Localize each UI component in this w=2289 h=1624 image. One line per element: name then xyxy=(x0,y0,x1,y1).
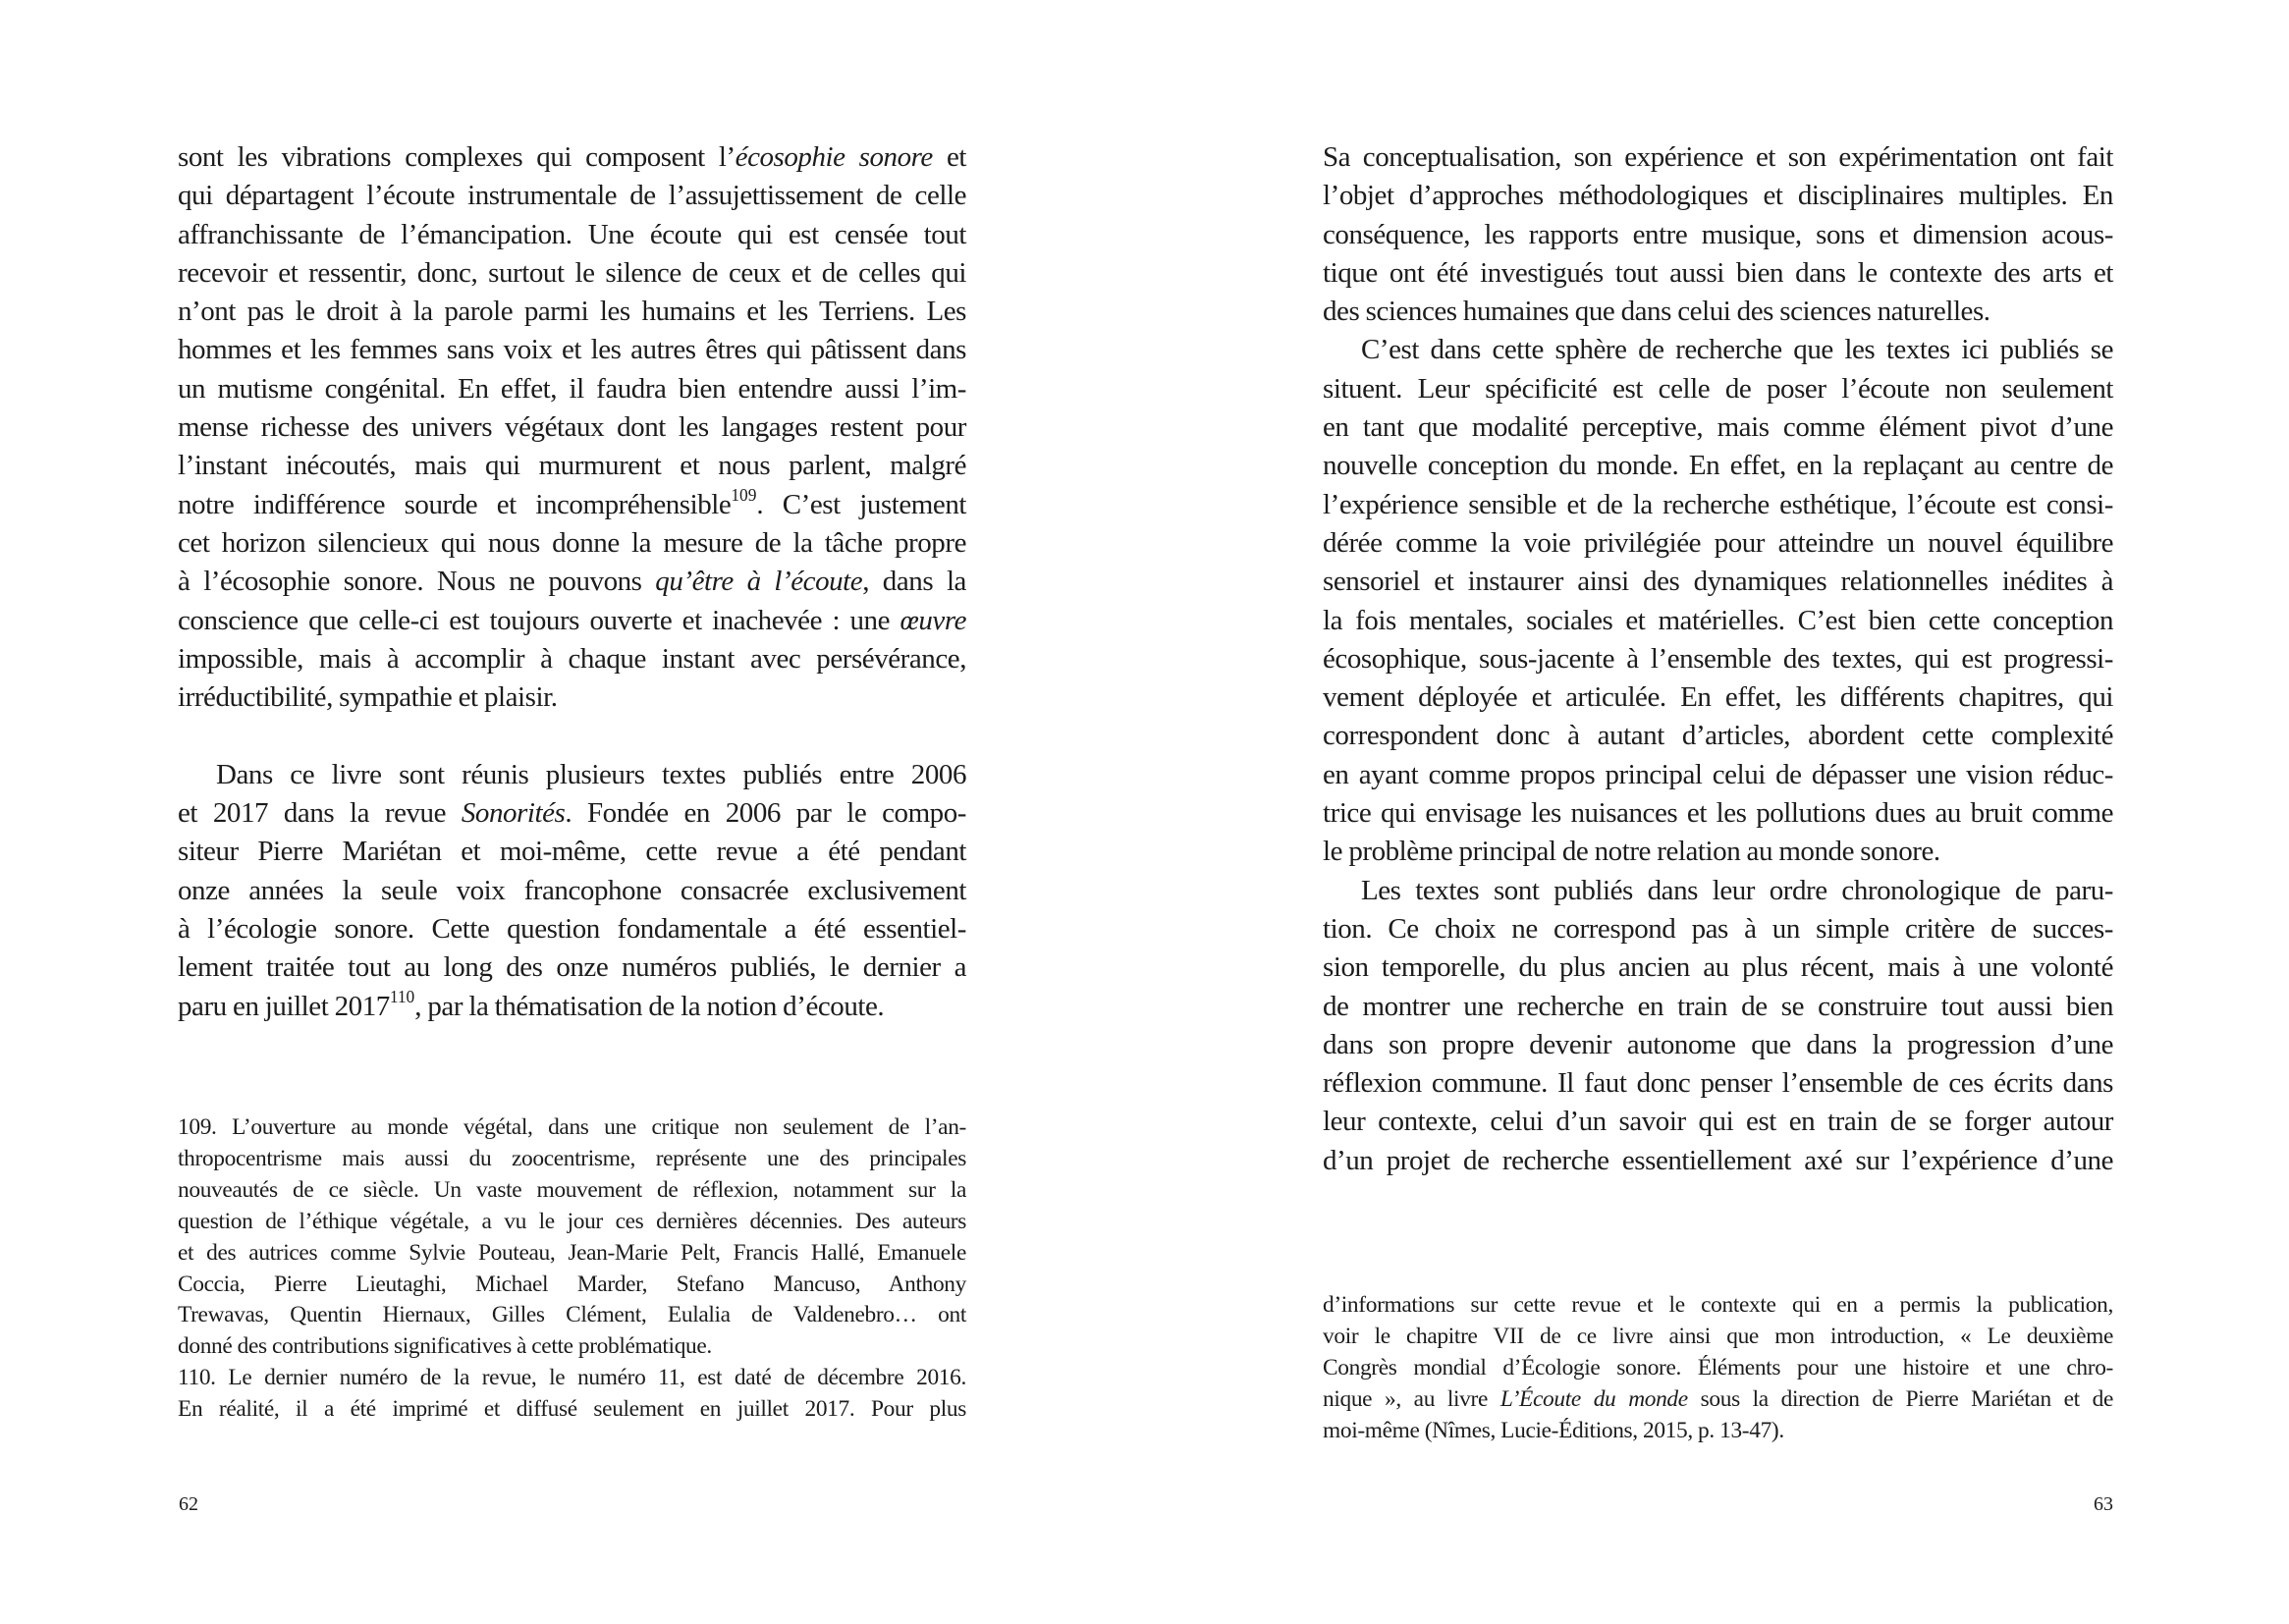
text-line: hommes et les femmes sans voix et les autres êtres qui pâtissent dans xyxy=(178,334,966,366)
text-line: en tant que modalité perceptive, mais comme élément pivot d’une xyxy=(1323,411,2113,444)
text-line: cet horizon silencieux qui nous donne la mesure de la tâche propre xyxy=(178,526,966,559)
text-line: leur contexte, celui d’un savoir qui est en train de se forger autour xyxy=(1323,1106,2113,1138)
text-line: nouvelle conception du monde. En effet, en la replaçant au centre de xyxy=(1323,450,2113,482)
text-line: d’un projet de recherche essentiellement axé sur l’expérience d’une xyxy=(1323,1144,2113,1176)
text-line: tique ont été investigués tout aussi bien dans le contexte des arts et xyxy=(1323,256,2113,289)
text-line: recevoir et ressentir, donc, surtout le silence de ceux et de celles qui xyxy=(178,256,966,289)
text-line: situent. Leur spécificité est celle de poser l’écoute non seulement xyxy=(1323,372,2113,405)
text-line: à l’écosophie sonore. Nous ne pouvons qu’être à l’écoute, dans la xyxy=(178,566,966,598)
text-line: nique », au livre L’Écoute du monde sous la direction de Pierre Mariétan et de xyxy=(1323,1385,2113,1412)
text-line: en ayant comme propos principal celui de dépasser une vision réduc- xyxy=(1323,758,2113,790)
footnote-block xyxy=(1323,1290,2113,1447)
text-line: dérée comme la voie privilégiée pour atteindre un nouvel équilibre xyxy=(1323,526,2113,559)
text-line: sion temporelle, du plus ancien au plus récent, mais à une volonté xyxy=(1323,951,2113,984)
paragraph xyxy=(1323,138,2113,331)
text-line: Congrès mondial d’Écologie sonore. Éléments pour une histoire et une chro- xyxy=(1323,1354,2113,1380)
italic-text: Sonorités xyxy=(461,797,566,830)
italic-text: écosophie sonore xyxy=(735,141,933,173)
paragraph xyxy=(1323,331,2113,871)
footnote-reference[interactable]: 109 xyxy=(731,484,757,505)
text-line: mense richesse des univers végétaux dont les langages restent pour xyxy=(178,411,966,444)
paragraph xyxy=(178,138,966,717)
text-line: moi-même (Nîmes, Lucie-Éditions, 2015, p. 13-47). xyxy=(1323,1417,1784,1443)
text-line: sont les vibrations complexes qui composent l’écosophie sonore et xyxy=(178,141,966,173)
text-line: l’expérience sensible et de la recherche esthétique, l’écoute est consi- xyxy=(1323,488,2113,520)
text-line: d’informations sur cette revue et le contexte qui en a permis la publication, xyxy=(1323,1292,2113,1318)
text-line: à l’écologie sonore. Cette question fondamentale a été essentiel- xyxy=(178,912,966,945)
text-line: réflexion commune. Il faut donc penser l’ensemble de ces écrits dans xyxy=(1323,1067,2113,1100)
text-line: de montrer une recherche en train de se construire tout aussi bien xyxy=(1323,990,2113,1022)
text-line: la fois mentales, sociales et matérielles. C’est bien cette conception xyxy=(1323,604,2113,636)
italic-text: œuvre xyxy=(899,604,966,636)
italic-text: L’Écoute du monde xyxy=(1499,1385,1688,1412)
right-footnotes xyxy=(1323,1290,2113,1447)
text-line: siteur Pierre Mariétan et moi-même, cette revue a été pendant xyxy=(178,836,966,868)
left-body-text xyxy=(178,138,966,1026)
footnote-block xyxy=(178,1112,966,1426)
text-line: l’instant inécoutés, mais qui murmurent et nous parlent, malgré xyxy=(178,450,966,482)
text-line: Coccia, Pierre Lieutaghi, Michael Marder, Stefano Mancuso, Anthony xyxy=(178,1271,966,1297)
text-line: le problème principal de notre relation au monde sonore. xyxy=(1323,836,1940,868)
page-number: 63 xyxy=(2094,1493,2113,1515)
text-line: n’ont pas le droit à la parole parmi les humains et les Terriens. Les xyxy=(178,296,966,328)
right-body-text xyxy=(1323,138,2113,1180)
text-line: Les textes sont publiés dans leur ordre chronologique de paru- xyxy=(1361,874,2113,906)
text-line: question de l’éthique végétale, a vu le jour ces dernières décennies. Des auteurs xyxy=(178,1208,966,1234)
text-line: Dans ce livre sont réunis plusieurs textes publiés entre 2006 xyxy=(216,758,966,790)
right-page xyxy=(1145,0,2289,1624)
paragraph xyxy=(1323,872,2113,1180)
text-line: irréductibilité, sympathie et plaisir. xyxy=(178,681,558,714)
text-line: trice qui envisage les nuisances et les pollutions dues au bruit comme xyxy=(1323,797,2113,830)
text-line: voir le chapitre VII de ce livre ainsi que mon introduction, « Le deuxième xyxy=(1323,1323,2113,1349)
text-line: impossible, mais à accomplir à chaque instant avec persévérance, xyxy=(178,642,966,675)
text-line: affranchissante de l’émancipation. Une écoute qui est censée tout xyxy=(178,218,966,250)
text-line: donné des contributions significatives à cette problématique. xyxy=(178,1333,712,1360)
text-line: paru en juillet 2017$^{110}$, par la thématisation de la notion d’écoute. xyxy=(178,986,885,1022)
text-line: et des autrices comme Sylvie Pouteau, Jean-Marie Pelt, Francis Hallé, Emanuele xyxy=(178,1239,966,1266)
text-line: vement déployée et articulée. En effet, les différents chapitres, qui xyxy=(1323,681,2113,714)
text-line: onze années la seule voix francophone consacrée exclusivement xyxy=(178,874,966,906)
text-line: un mutisme congénital. En effet, il faudra bien entendre aussi l’im- xyxy=(178,372,966,405)
text-line: tion. Ce choix ne correspond pas à un simple critère de succes- xyxy=(1323,912,2113,945)
italic-text: qu’être à l’écoute xyxy=(655,566,863,598)
text-line: et 2017 dans la revue Sonorités. Fondée en 2006 par le compo- xyxy=(178,797,966,830)
footnote-reference[interactable]: 110 xyxy=(389,986,415,1006)
text-line: Sa conceptualisation, son expérience et son expérimentation ont fait xyxy=(1323,141,2113,173)
text-line: C’est dans cette sphère de recherche que les textes ici publiés se xyxy=(1361,334,2113,366)
text-line: notre indifférence sourde et incompréhensible$^{109}$. C’est justement xyxy=(178,484,966,520)
text-line: conséquence, les rapports entre musique, sons et dimension acous- xyxy=(1323,218,2113,250)
text-line: lement traitée tout au long des onze numéros publiés, le dernier a xyxy=(178,951,966,984)
left-footnotes xyxy=(178,1112,966,1426)
text-line: sensoriel et instaurer ainsi des dynamiques relationnelles inédites à xyxy=(1323,566,2113,598)
text-line: dans son propre devenir autonome que dans la progression d’une xyxy=(1323,1028,2113,1060)
text-line: l’objet d’approches méthodologiques et disciplinaires multiples. En xyxy=(1323,180,2113,212)
text-line: Trewavas, Quentin Hiernaux, Gilles Clément, Eulalia de Valdenebro… ont xyxy=(178,1302,966,1328)
text-line: conscience que celle-ci est toujours ouverte et inachevée : une œuvre xyxy=(178,604,966,636)
page-number: 62 xyxy=(179,1493,198,1515)
text-line: thropocentrisme mais aussi du zoocentrisme, représente une des principales xyxy=(178,1145,966,1171)
text-line: nouveautés de ce siècle. Un vaste mouvement de réflexion, notamment sur la xyxy=(178,1176,966,1203)
left-page xyxy=(0,0,1144,1624)
text-line: qui départagent l’écoute instrumentale de l’assujettissement de celle xyxy=(178,180,966,212)
paragraph xyxy=(178,756,966,1026)
text-line: des sciences humaines que dans celui des sciences naturelles. xyxy=(1323,296,1990,328)
text-line: En réalité, il a été imprimé et diffusé seulement en juillet 2017. Pour plus xyxy=(178,1396,966,1423)
text-line: 110. Le dernier numéro de la revue, le numéro 11, est daté de décembre 2016. xyxy=(178,1365,966,1391)
text-line: correspondent donc à autant d’articles, abordent cette complexité xyxy=(1323,720,2113,752)
text-line: écosophique, sous-jacente à l’ensemble des textes, qui est progressi- xyxy=(1323,642,2113,675)
text-line: 109. L’ouverture au monde végétal, dans une critique non seulement de l’an- xyxy=(178,1114,966,1140)
